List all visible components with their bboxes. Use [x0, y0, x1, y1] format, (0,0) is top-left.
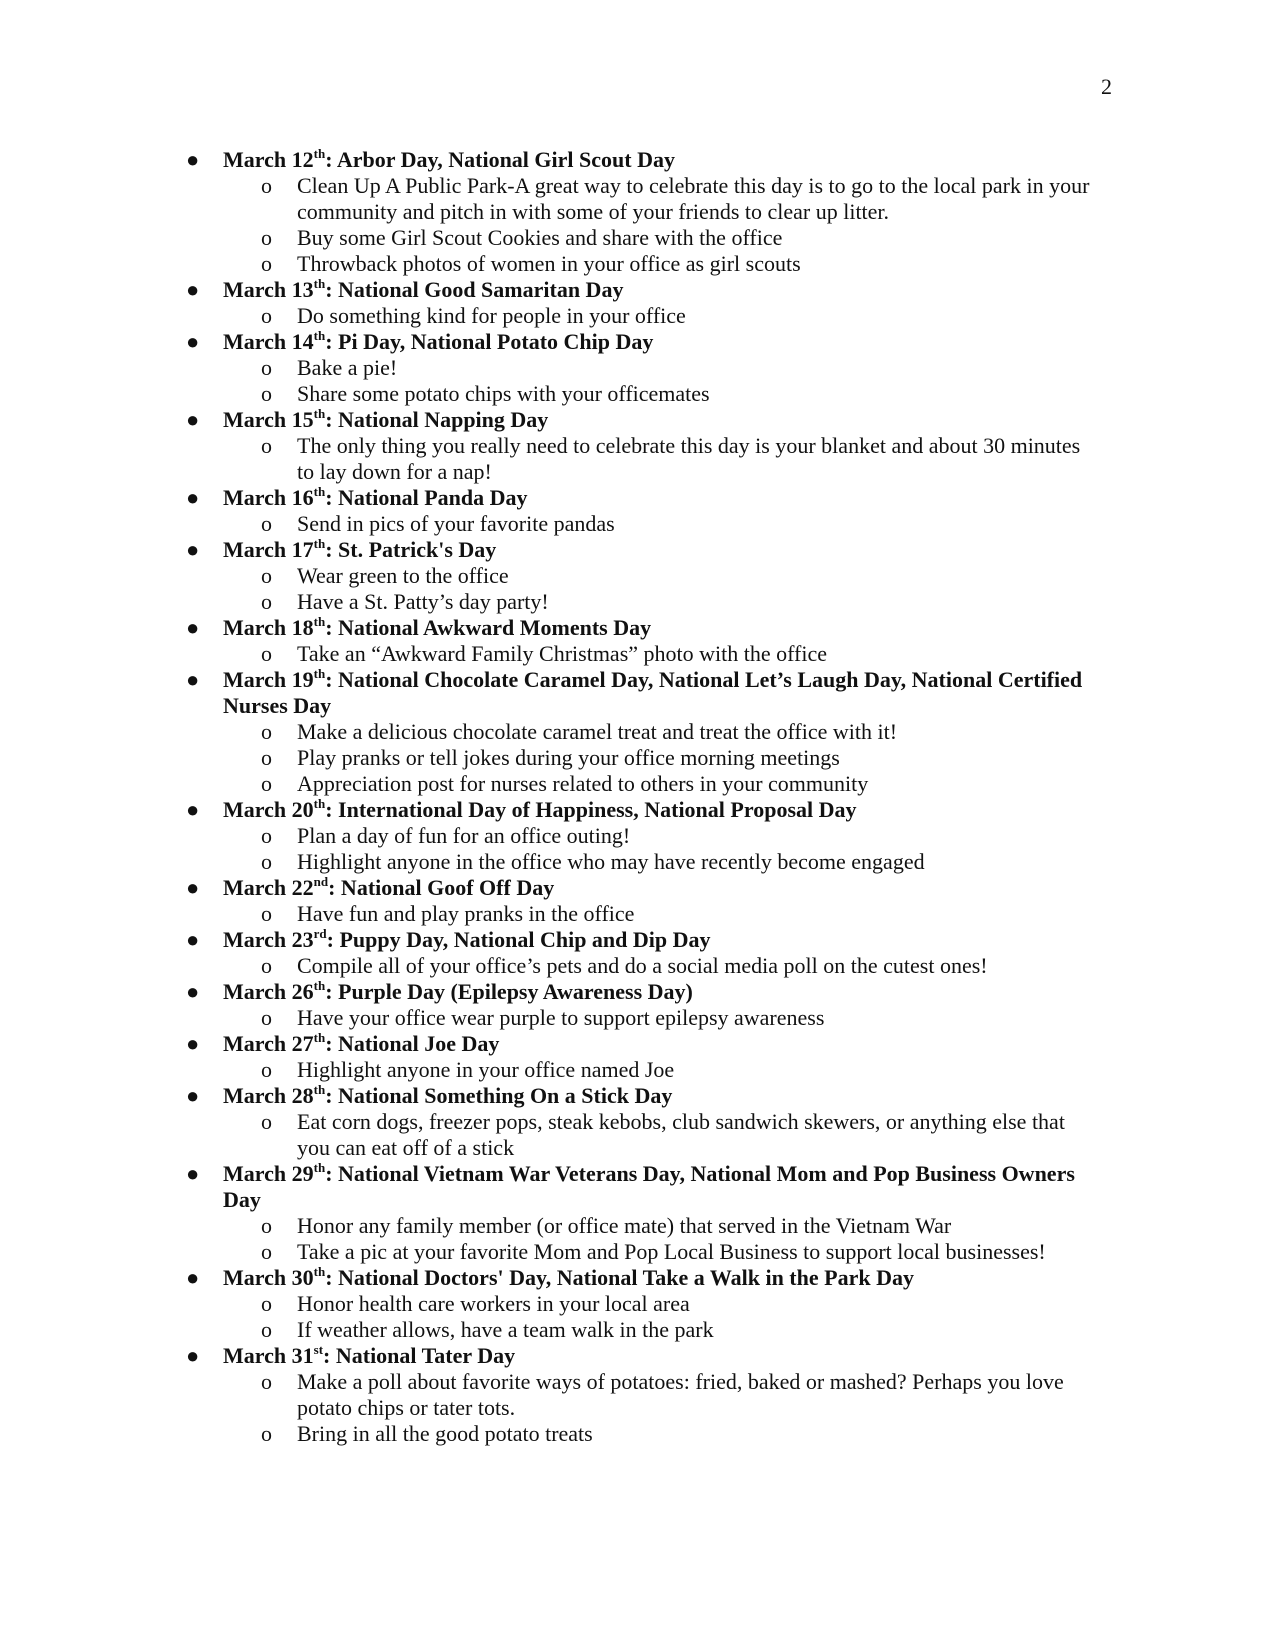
activity-item	[223, 563, 1100, 589]
bullet-icon: ●	[186, 875, 200, 900]
activity-text: Wear green to the office	[297, 563, 509, 588]
day-title: : National Tater Day	[323, 1343, 516, 1368]
day-item	[0, 485, 1275, 537]
day-title: : National Something On a Stick Day	[325, 1083, 673, 1108]
day-ordinal-suffix: th	[313, 795, 326, 811]
day-heading	[223, 875, 1100, 901]
activity-text: Bake a pie!	[297, 355, 398, 380]
activity-text: Have your office wear purple to support epilepsy awareness	[297, 1005, 825, 1030]
day-heading	[223, 927, 1100, 953]
sub-bullet-icon: o	[261, 1057, 272, 1082]
activity-text: Eat corn dogs, freezer pops, steak kebobs, club sandwich skewers, or anything else that you can eat off of a stick	[297, 1109, 1065, 1160]
activity-text: Make a delicious chocolate caramel treat and treat the office with it!	[297, 719, 898, 744]
bullet-icon: ●	[186, 1031, 200, 1056]
day-heading	[223, 1343, 1100, 1369]
activity-list	[223, 1369, 1100, 1447]
day-item	[0, 797, 1275, 875]
day-title: : National Doctors' Day, National Take a Walk in the Park Day	[325, 1265, 914, 1290]
sub-bullet-icon: o	[261, 355, 272, 380]
day-date: March 26	[223, 979, 314, 1004]
activity-list	[223, 1057, 1100, 1083]
sub-bullet-icon: o	[261, 823, 272, 848]
activity-item	[223, 355, 1100, 381]
activity-list	[223, 719, 1100, 797]
day-date: March 29	[223, 1161, 314, 1186]
activity-item	[223, 381, 1100, 407]
sub-bullet-icon: o	[261, 745, 272, 770]
day-date: March 22	[223, 875, 314, 900]
sub-bullet-icon: o	[261, 381, 272, 406]
day-date: March 12	[223, 147, 314, 172]
sub-bullet-icon: o	[261, 1291, 272, 1316]
day-ordinal-suffix: th	[313, 275, 326, 291]
day-ordinal-suffix: th	[313, 1263, 326, 1279]
bullet-icon: ●	[186, 277, 200, 302]
sub-bullet-icon: o	[261, 1213, 272, 1238]
activity-list	[223, 1213, 1100, 1265]
bullet-icon: ●	[186, 407, 200, 432]
sub-bullet-icon: o	[261, 251, 272, 276]
activity-text: Have a St. Patty’s day party!	[297, 589, 549, 614]
activity-text: Have fun and play pranks in the office	[297, 901, 635, 926]
activity-text: The only thing you really need to celebrate this day is your blanket and about 30 minutes to lay down for a nap!	[297, 433, 1081, 484]
activity-text: Do something kind for people in your office	[297, 303, 686, 328]
day-heading	[223, 667, 1100, 719]
activity-text: Clean Up A Public Park-A great way to celebrate this day is to go to the local park in your community and pitch in with some of your friends to clear up litter.	[297, 173, 1090, 224]
day-date: March 13	[223, 277, 314, 302]
day-title: : National Joe Day	[325, 1031, 500, 1056]
activity-item	[223, 433, 1100, 485]
activity-item	[223, 849, 1100, 875]
day-item	[0, 875, 1275, 927]
day-title: : National Awkward Moments Day	[325, 615, 652, 640]
activity-item	[223, 1291, 1100, 1317]
day-date: March 28	[223, 1083, 314, 1108]
sub-bullet-icon: o	[261, 901, 272, 926]
day-date: March 30	[223, 1265, 314, 1290]
sub-bullet-icon: o	[261, 433, 272, 458]
day-ordinal-suffix: th	[313, 145, 326, 161]
bullet-icon: ●	[186, 667, 200, 692]
activity-item	[223, 771, 1100, 797]
activity-text: Highlight anyone in your office named Joe	[297, 1057, 675, 1082]
bullet-icon: ●	[186, 927, 200, 952]
bullet-icon: ●	[186, 1083, 200, 1108]
activity-text: Appreciation post for nurses related to others in your community	[297, 771, 869, 796]
day-item	[0, 979, 1275, 1031]
day-date: March 23	[223, 927, 314, 952]
day-heading	[223, 485, 1100, 511]
day-heading	[223, 277, 1100, 303]
sub-bullet-icon: o	[261, 849, 272, 874]
activity-item	[223, 1213, 1100, 1239]
activity-item	[223, 225, 1100, 251]
day-item	[0, 407, 1275, 485]
day-date: March 18	[223, 615, 314, 640]
day-heading	[223, 1083, 1100, 1109]
day-item	[0, 1031, 1275, 1083]
activity-text: Highlight anyone in the office who may have recently become engaged	[297, 849, 925, 874]
activity-item	[223, 719, 1100, 745]
activity-item	[223, 173, 1100, 225]
sub-bullet-icon: o	[261, 953, 272, 978]
activity-text: Compile all of your office’s pets and do a social media poll on the cutest ones!	[297, 953, 988, 978]
day-title: : Purple Day (Epilepsy Awareness Day)	[325, 979, 693, 1004]
sub-bullet-icon: o	[261, 303, 272, 328]
activity-item	[223, 589, 1100, 615]
day-title: : National Vietnam War Veterans Day, National Mom and Pop Business Owners Day	[223, 1161, 1075, 1212]
day-title: : Arbor Day, National Girl Scout Day	[325, 147, 675, 172]
day-item	[0, 615, 1275, 667]
day-date: March 31	[223, 1343, 314, 1368]
sub-bullet-icon: o	[261, 1421, 272, 1446]
day-item	[0, 277, 1275, 329]
activity-text: Plan a day of fun for an office outing!	[297, 823, 631, 848]
activity-list	[223, 1005, 1100, 1031]
activity-item	[223, 303, 1100, 329]
bullet-icon: ●	[186, 797, 200, 822]
activity-text: Throwback photos of women in your office as girl scouts	[297, 251, 801, 276]
day-ordinal-suffix: th	[313, 535, 326, 551]
day-ordinal-suffix: th	[313, 977, 326, 993]
day-ordinal-suffix: rd	[313, 925, 327, 941]
bullet-icon: ●	[186, 537, 200, 562]
activity-list	[223, 303, 1100, 329]
day-title: : International Day of Happiness, National Proposal Day	[325, 797, 857, 822]
activity-item	[223, 641, 1100, 667]
sub-bullet-icon: o	[261, 1369, 272, 1394]
day-date: March 15	[223, 407, 314, 432]
day-heading	[223, 615, 1100, 641]
activity-item	[223, 953, 1100, 979]
activity-item	[223, 1421, 1100, 1447]
activity-list	[223, 1109, 1100, 1161]
day-date: March 19	[223, 667, 314, 692]
activity-text: Play pranks or tell jokes during your office morning meetings	[297, 745, 840, 770]
day-title: : Puppy Day, National Chip and Dip Day	[326, 927, 711, 952]
day-date: March 16	[223, 485, 314, 510]
sub-bullet-icon: o	[261, 173, 272, 198]
bullet-icon: ●	[186, 147, 200, 172]
day-ordinal-suffix: th	[313, 327, 326, 343]
activity-item	[223, 511, 1100, 537]
day-heading	[223, 979, 1100, 1005]
day-heading	[223, 329, 1100, 355]
activity-list	[223, 563, 1100, 615]
bullet-icon: ●	[186, 979, 200, 1004]
day-title: : National Good Samaritan Day	[325, 277, 624, 302]
day-date: March 20	[223, 797, 314, 822]
activity-list	[223, 511, 1100, 537]
day-item	[0, 329, 1275, 407]
day-item	[0, 1083, 1275, 1161]
day-ordinal-suffix: th	[313, 1081, 326, 1097]
bullet-icon: ●	[186, 1343, 200, 1368]
day-title: : National Chocolate Caramel Day, National Let’s Laugh Day, National Certified Nurses Day	[223, 667, 1083, 718]
sub-bullet-icon: o	[261, 511, 272, 536]
activity-text: Make a poll about favorite ways of potatoes: fried, baked or mashed? Perhaps you love potato chips or tater tots.	[297, 1369, 1064, 1420]
activity-item	[223, 745, 1100, 771]
bullet-icon: ●	[186, 615, 200, 640]
activity-text: Send in pics of your favorite pandas	[297, 511, 615, 536]
bullet-icon: ●	[186, 329, 200, 354]
activity-list	[223, 953, 1100, 979]
sub-bullet-icon: o	[261, 1109, 272, 1134]
bullet-icon: ●	[186, 485, 200, 510]
sub-bullet-icon: o	[261, 1239, 272, 1264]
sub-bullet-icon: o	[261, 589, 272, 614]
day-item	[0, 537, 1275, 615]
sub-bullet-icon: o	[261, 771, 272, 796]
day-title: : St. Patrick's Day	[325, 537, 497, 562]
day-ordinal-suffix: th	[313, 1029, 326, 1045]
day-ordinal-suffix: st	[313, 1341, 324, 1357]
sub-bullet-icon: o	[261, 563, 272, 588]
national-days-list	[0, 147, 1275, 1447]
day-date: March 27	[223, 1031, 314, 1056]
day-ordinal-suffix: th	[313, 405, 326, 421]
day-ordinal-suffix: th	[313, 665, 326, 681]
day-date: March 17	[223, 537, 314, 562]
activity-text: Bring in all the good potato treats	[297, 1421, 593, 1446]
day-heading	[223, 407, 1100, 433]
day-item	[0, 927, 1275, 979]
sub-bullet-icon: o	[261, 1317, 272, 1342]
day-ordinal-suffix: th	[313, 613, 326, 629]
day-heading	[223, 537, 1100, 563]
day-item	[0, 667, 1275, 797]
activity-text: Honor health care workers in your local area	[297, 1291, 690, 1316]
activity-text: Take an “Awkward Family Christmas” photo with the office	[297, 641, 828, 666]
day-date: March 14	[223, 329, 314, 354]
sub-bullet-icon: o	[261, 225, 272, 250]
activity-list	[223, 355, 1100, 407]
sub-bullet-icon: o	[261, 719, 272, 744]
day-item	[0, 147, 1275, 277]
activity-list	[223, 641, 1100, 667]
activity-list	[223, 1291, 1100, 1343]
day-heading	[223, 1265, 1100, 1291]
day-item	[0, 1161, 1275, 1265]
activity-item	[223, 823, 1100, 849]
page-number: 2	[1101, 74, 1112, 99]
activity-list	[223, 173, 1100, 277]
activity-list	[223, 433, 1100, 485]
activity-text: Take a pic at your favorite Mom and Pop Local Business to support local businesses!	[297, 1239, 1046, 1264]
activity-item	[223, 1109, 1100, 1161]
day-heading	[223, 1031, 1100, 1057]
activity-list	[223, 901, 1100, 927]
day-title: : National Panda Day	[325, 485, 528, 510]
activity-item	[223, 1317, 1100, 1343]
activity-item	[223, 1057, 1100, 1083]
activity-text: Honor any family member (or office mate) that served in the Vietnam War	[297, 1213, 952, 1238]
day-heading	[223, 1161, 1100, 1213]
activity-list	[223, 823, 1100, 875]
activity-item	[223, 1005, 1100, 1031]
bullet-icon: ●	[186, 1161, 200, 1186]
sub-bullet-icon: o	[261, 641, 272, 666]
activity-text: Buy some Girl Scout Cookies and share with the office	[297, 225, 783, 250]
day-ordinal-suffix: th	[313, 483, 326, 499]
day-title: : National Goof Off Day	[328, 875, 555, 900]
activity-text: If weather allows, have a team walk in the park	[297, 1317, 714, 1342]
day-heading	[223, 147, 1100, 173]
sub-bullet-icon: o	[261, 1005, 272, 1030]
day-item	[0, 1343, 1275, 1447]
day-item	[0, 1265, 1275, 1343]
activity-item	[223, 1239, 1100, 1265]
activity-item	[223, 901, 1100, 927]
activity-text: Share some potato chips with your officemates	[297, 381, 710, 406]
activity-item	[223, 1369, 1100, 1421]
bullet-icon: ●	[186, 1265, 200, 1290]
activity-item	[223, 251, 1100, 277]
day-title: : National Napping Day	[325, 407, 549, 432]
day-title: : Pi Day, National Potato Chip Day	[325, 329, 654, 354]
day-heading	[223, 797, 1100, 823]
day-ordinal-suffix: nd	[313, 873, 329, 889]
day-ordinal-suffix: th	[313, 1159, 326, 1175]
